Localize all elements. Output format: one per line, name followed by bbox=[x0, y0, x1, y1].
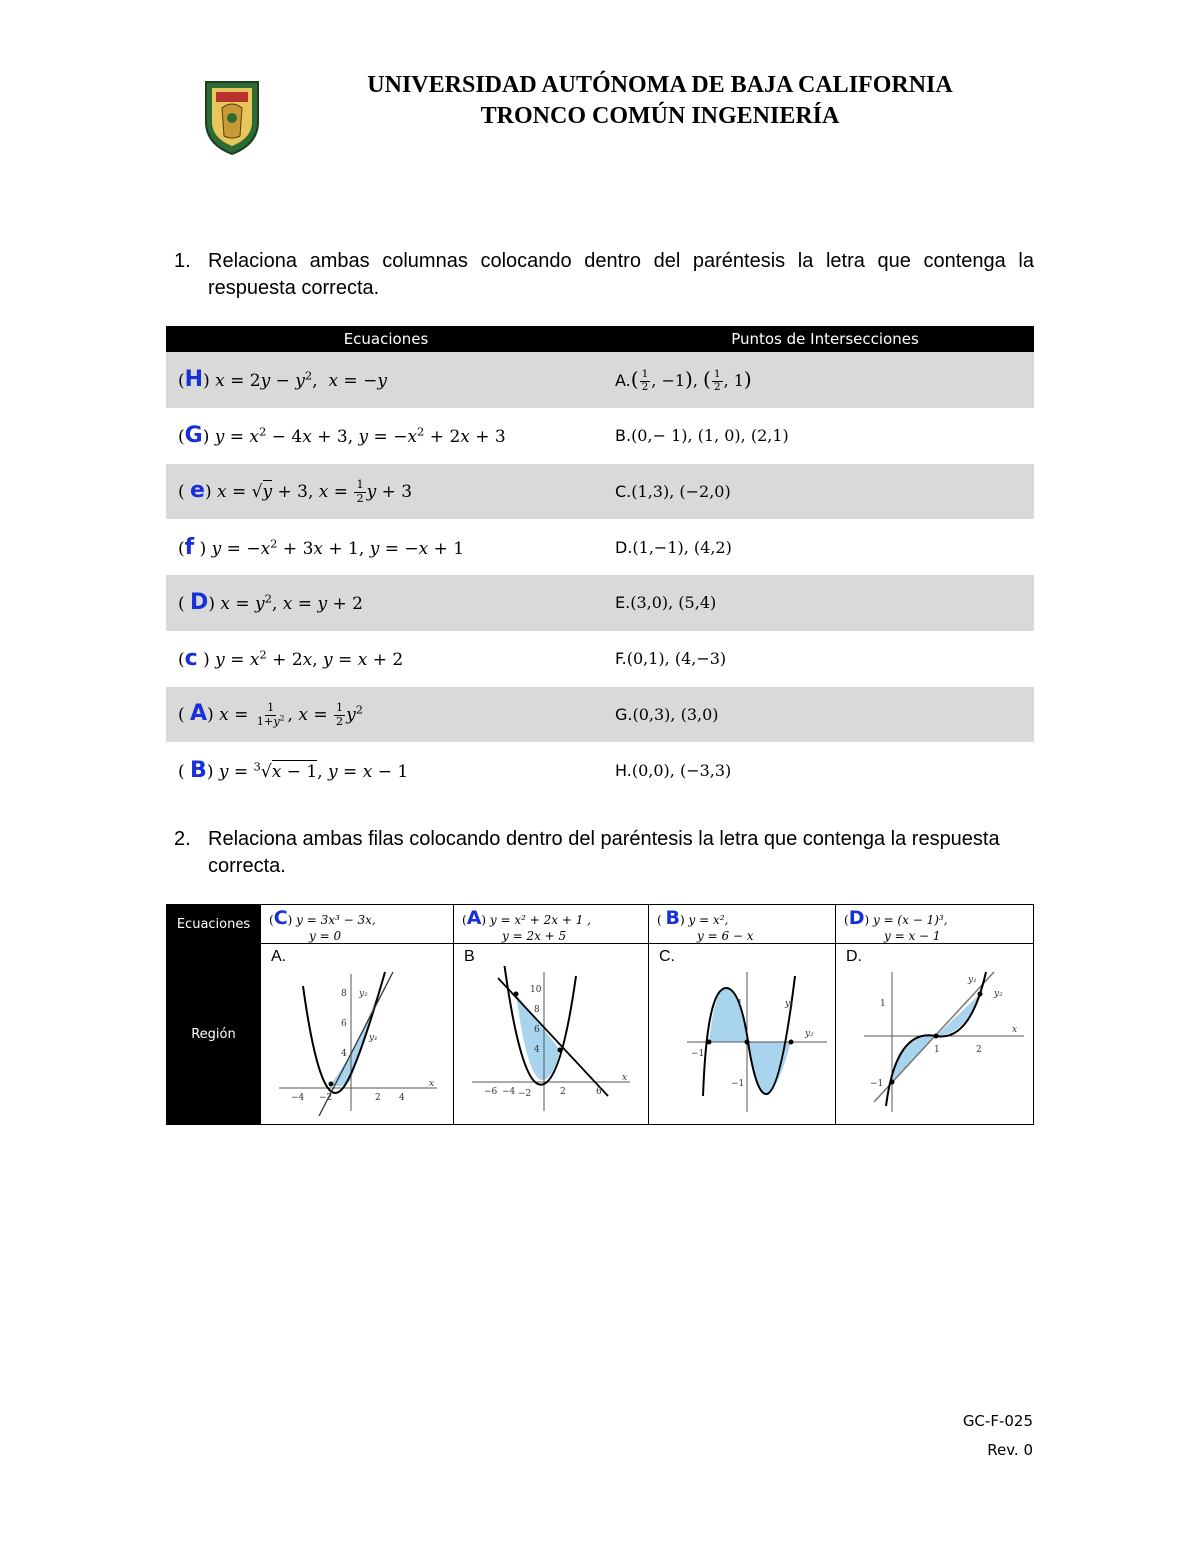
equation-cell: ( A) x = $\frac{1}{1+y^2}$ , x = $\frac{1}{2}$ $y^2$ bbox=[178, 700, 364, 728]
graph-region-c bbox=[657, 966, 827, 1116]
graph-region-d bbox=[844, 966, 1024, 1116]
question-number: 2. bbox=[174, 828, 191, 850]
university-seal-logo bbox=[200, 78, 264, 156]
points-cell: A.( $\frac{1}{2}$ , −1), ( $\frac{1}{2}$ , 1) bbox=[615, 366, 752, 393]
program-name: TRONCO COMÚN INGENIERÍA bbox=[480, 103, 840, 129]
table-row bbox=[166, 519, 1034, 575]
svg-text:1: 1 bbox=[880, 999, 886, 1009]
answer-handwritten: H bbox=[184, 367, 204, 393]
graph-label: D. bbox=[846, 948, 862, 965]
svg-text:6: 6 bbox=[596, 1087, 602, 1097]
points-cell bbox=[615, 761, 1034, 780]
svg-text:2: 2 bbox=[560, 1087, 566, 1097]
equation-cell: (A) y = x² + 2x + 1 , y = 2x + 5 bbox=[454, 905, 649, 944]
question-text: Relaciona ambas columnas colocando dentro del paréntesis la letra que contenga la respuesta correcta. bbox=[208, 250, 1034, 299]
svg-text:2: 2 bbox=[976, 1045, 982, 1055]
answer-handwritten: D bbox=[190, 590, 209, 616]
table-row bbox=[166, 575, 1034, 631]
svg-text:−2: −2 bbox=[518, 1089, 532, 1099]
intersection-points: (0,1), (4,−3) bbox=[626, 649, 727, 669]
option-letter: G. bbox=[615, 704, 633, 724]
intersection-points: (0,0), (−3,3) bbox=[631, 760, 732, 780]
column-header-points: Puntos de Intersecciones bbox=[731, 330, 919, 348]
svg-text:8: 8 bbox=[534, 1005, 540, 1015]
graph-label: A. bbox=[271, 948, 287, 965]
points-cell bbox=[615, 593, 1034, 612]
svg-text:x: x bbox=[1012, 1025, 1018, 1035]
answer-handwritten: B bbox=[665, 907, 680, 929]
option-letter: F. bbox=[615, 649, 627, 669]
option-letter: C. bbox=[615, 481, 632, 501]
equation-cell: ( D) $x = y^2$, x = y + 2 bbox=[178, 590, 363, 616]
equation-cell: (D) y = (x − 1)³, y = x − 1 bbox=[836, 905, 1034, 944]
graph-cell bbox=[836, 944, 1034, 1125]
points-cell bbox=[615, 538, 1034, 557]
matching-table-1 bbox=[166, 326, 1034, 798]
svg-text:6: 6 bbox=[341, 1019, 347, 1029]
row-header-region: Región bbox=[167, 944, 261, 1125]
svg-text:1: 1 bbox=[934, 1045, 940, 1055]
equation-cell: (f ) $y = -x^2 + 3x + 1$, y = −x + 1 bbox=[178, 534, 465, 560]
form-code: GC-F-025 bbox=[962, 1412, 1033, 1430]
answer-handwritten: f bbox=[184, 534, 195, 560]
revision: Rev. 0 bbox=[987, 1441, 1033, 1459]
option-letter: H. bbox=[615, 760, 632, 780]
intersection-points: (1,−1), (4,2) bbox=[632, 537, 732, 557]
question-number: 1. bbox=[174, 250, 191, 272]
equation-cell: ( B) y = $^3$√x − 1, y = x − 1 bbox=[178, 757, 409, 783]
svg-text:−1: −1 bbox=[731, 1079, 745, 1089]
svg-text:4: 4 bbox=[341, 1049, 347, 1059]
points-cell bbox=[615, 649, 1034, 668]
svg-text:y₂: y₂ bbox=[994, 989, 1003, 999]
svg-text:4: 4 bbox=[399, 1093, 405, 1103]
svg-text:6: 6 bbox=[534, 1025, 540, 1035]
svg-text:10: 10 bbox=[530, 985, 542, 995]
equation-cell: (c ) $y = x^2 + 2x$, y = x + 2 bbox=[178, 646, 404, 672]
table-row bbox=[166, 687, 1034, 743]
option-letter: D. bbox=[615, 537, 633, 557]
svg-text:−6: −6 bbox=[484, 1087, 498, 1097]
table-row bbox=[166, 742, 1034, 798]
document-footer bbox=[963, 1407, 1033, 1465]
answer-handwritten: A bbox=[466, 907, 482, 929]
answer-handwritten: D bbox=[848, 907, 865, 929]
question-text: Relaciona ambas filas colocando dentro del paréntesis la letra que contenga la respuesta correcta. bbox=[208, 828, 1000, 877]
svg-text:x: x bbox=[429, 1079, 435, 1089]
svg-text:−2: −2 bbox=[319, 1093, 333, 1103]
equation-cell: ( B) y = x², y = 6 − x bbox=[649, 905, 836, 944]
equation-cell: (H) $x = 2y - y^2$, x = −y bbox=[178, 367, 387, 393]
svg-text:4: 4 bbox=[534, 1045, 540, 1055]
option-letter: B. bbox=[615, 426, 632, 446]
points-cell bbox=[615, 426, 1034, 445]
answer-handwritten: B bbox=[190, 757, 207, 783]
graph-region-a bbox=[269, 966, 444, 1116]
points-cell bbox=[615, 705, 1034, 724]
document-header bbox=[280, 70, 1040, 132]
graph-label: B bbox=[464, 948, 475, 965]
answer-handwritten: G bbox=[184, 423, 203, 449]
question-1 bbox=[174, 248, 1034, 302]
table-header bbox=[166, 326, 1034, 352]
answer-handwritten: c bbox=[184, 646, 198, 672]
svg-text:−4: −4 bbox=[502, 1087, 516, 1097]
svg-text:−1: −1 bbox=[870, 1079, 884, 1089]
svg-text:x: x bbox=[622, 1073, 628, 1083]
svg-text:y₂: y₂ bbox=[359, 989, 368, 999]
svg-text:1: 1 bbox=[737, 999, 743, 1009]
equation-cell: ( e) x = √y + 3, x = $\frac{1}{2}$ y + 3 bbox=[178, 477, 413, 505]
row-header-equations: Ecuaciones bbox=[167, 905, 261, 944]
answer-handwritten: e bbox=[190, 477, 205, 503]
option-letter: A. bbox=[615, 370, 631, 390]
intersection-points: (0,3), (3,0) bbox=[632, 704, 719, 724]
equation-cell: (G) $y = x^2 - 4x + 3$, $y = -x^2 + 2x + 3$ bbox=[178, 423, 506, 449]
table-row bbox=[166, 408, 1034, 464]
graph-label: C. bbox=[659, 948, 675, 965]
graph-region-b bbox=[462, 966, 637, 1116]
matching-table-2 bbox=[166, 904, 1034, 1125]
table-row bbox=[166, 631, 1034, 687]
graph-cell bbox=[454, 944, 649, 1125]
intersection-points: (3,0), (5,4) bbox=[630, 593, 717, 613]
column-header-equations: Ecuaciones bbox=[343, 330, 429, 348]
svg-text:y₁: y₁ bbox=[785, 999, 794, 1009]
intersection-points: (0,− 1), (1, 0), (2,1) bbox=[631, 426, 789, 446]
svg-text:y₁: y₁ bbox=[369, 1033, 378, 1043]
svg-text:y₁: y₁ bbox=[968, 975, 977, 985]
svg-text:8: 8 bbox=[341, 989, 347, 999]
table-row bbox=[166, 464, 1034, 520]
graph-cell bbox=[649, 944, 836, 1125]
svg-text:y₂: y₂ bbox=[805, 1029, 814, 1039]
answer-handwritten: A bbox=[190, 700, 208, 726]
graph-cell bbox=[261, 944, 454, 1125]
svg-text:2: 2 bbox=[375, 1093, 381, 1103]
points-cell bbox=[615, 482, 1034, 501]
svg-text:−4: −4 bbox=[291, 1093, 305, 1103]
table-row bbox=[166, 352, 1034, 408]
answer-handwritten: C bbox=[273, 907, 288, 929]
intersection-points: (1,3), (−2,0) bbox=[631, 481, 731, 501]
option-letter: E. bbox=[615, 593, 631, 613]
question-2 bbox=[174, 826, 1034, 880]
equation-cell: (C) y = 3x³ − 3x, y = 0 bbox=[261, 905, 454, 944]
university-name: UNIVERSIDAD AUTÓNOMA DE BAJA CALIFORNIA bbox=[367, 72, 953, 98]
svg-text:−1: −1 bbox=[691, 1049, 705, 1059]
